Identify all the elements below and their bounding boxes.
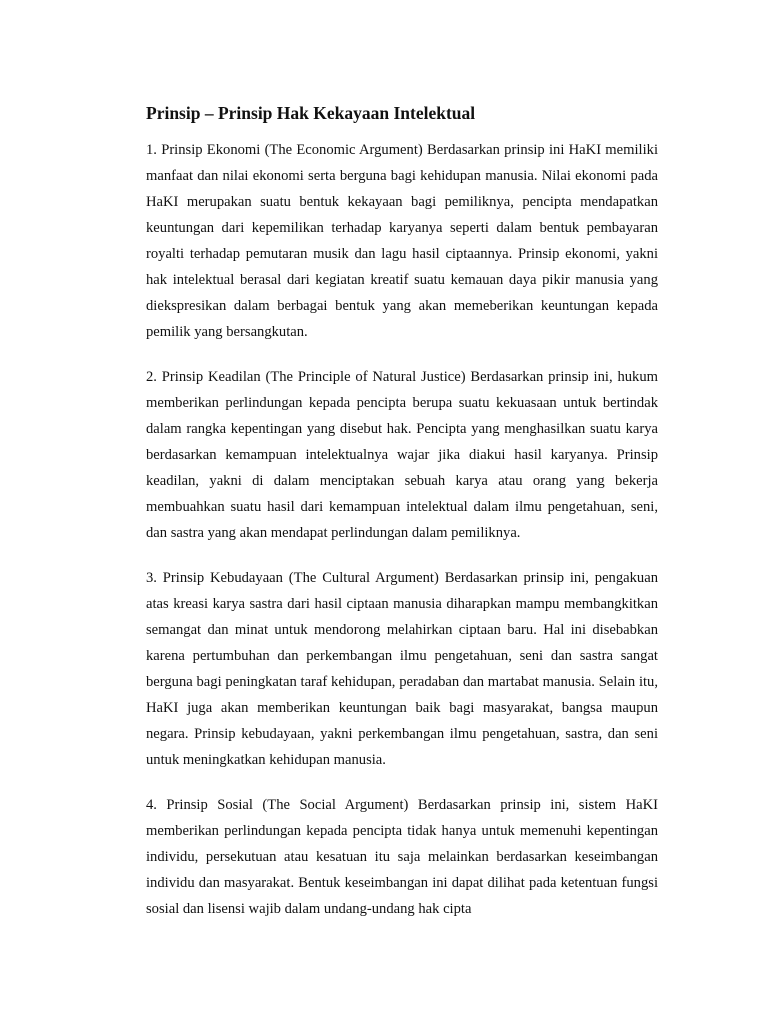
document-body: [146, 101, 658, 941]
paragraph-prinsip-ekonomi: 1. Prinsip Ekonomi (The Economic Argument) Berdasarkan prinsip ini HaKI memiliki manfaat dan nilai ekonomi serta berguna bagi kehidupan manusia. Nilai ekonomi pada HaKI merupakan suatu bentuk kekayaan bagi pemiliknya, pencipta mendapatkan keuntungan dari kepemilikan terhadap karyanya seperti dalam bentuk pembayaran royalti terhadap pemutaran musik dan lagu hasil ciptaannya. Prinsip ekonomi, yakni hak intelektual berasal dari kegiatan kreatif suatu kemauan daya pikir manusia yang diekspresikan dalam berbagai bentuk yang akan memeberikan keuntungan kepada pemilik yang bersangkutan.: [146, 142, 658, 340]
paragraph-prinsip-keadilan: 2. Prinsip Keadilan (The Principle of Natural Justice) Berdasarkan prinsip ini, hukum memberikan perlindungan kepada pencipta berupa suatu kekuasaan untuk bertindak dalam rangka kepentingan yang disebut hak. Pencipta yang menghasilkan suatu karya berdasarkan kemampuan intelektualnya wajar jika diakui hasil karyanya. Prinsip keadilan, yakni di dalam menciptakan sebuah karya atau orang yang bekerja membuahkan suatu hasil dari kemampuan intelektual dalam ilmu pengetahuan, seni, dan sastra yang akan mendapat perlindungan dalam pemiliknya.: [146, 369, 658, 541]
document-title: Prinsip – Prinsip Hak Kekayaan Intelektual: [146, 103, 476, 123]
paragraph-prinsip-sosial: 4. Prinsip Sosial (The Social Argument) Berdasarkan prinsip ini, sistem HaKI memberikan perlindungan kepada pencipta tidak hanya untuk memenuhi kepentingan individu, persekutuan atau kesatuan itu saja melainkan berdasarkan keseimbangan individu dan masyarakat. Bentuk keseimbangan ini dapat dilihat pada ketentuan fungsi sosial dan lisensi wajib dalam undang-undang hak cipta: [146, 797, 658, 917]
paragraph-prinsip-kebudayaan: 3. Prinsip Kebudayaan (The Cultural Argument) Berdasarkan prinsip ini, pengakuan atas kreasi karya sastra dari hasil ciptaan manusia diharapkan mampu membangkitkan semangat dan minat untuk mendorong melahirkan ciptaan baru. Hal ini disebabkan karena pertumbuhan dan perkembangan ilmu pengetahuan, seni dan sastra sangat berguna bagi peningkatan taraf kehidupan, peradaban dan martabat manusia. Selain itu, HaKI juga akan memberikan keuntungan baik bagi masyarakat, bangsa maupun negara. Prinsip kebudayaan, yakni perkembangan ilmu pengetahuan, sastra, dan seni untuk meningkatkan kehidupan manusia.: [146, 570, 658, 768]
